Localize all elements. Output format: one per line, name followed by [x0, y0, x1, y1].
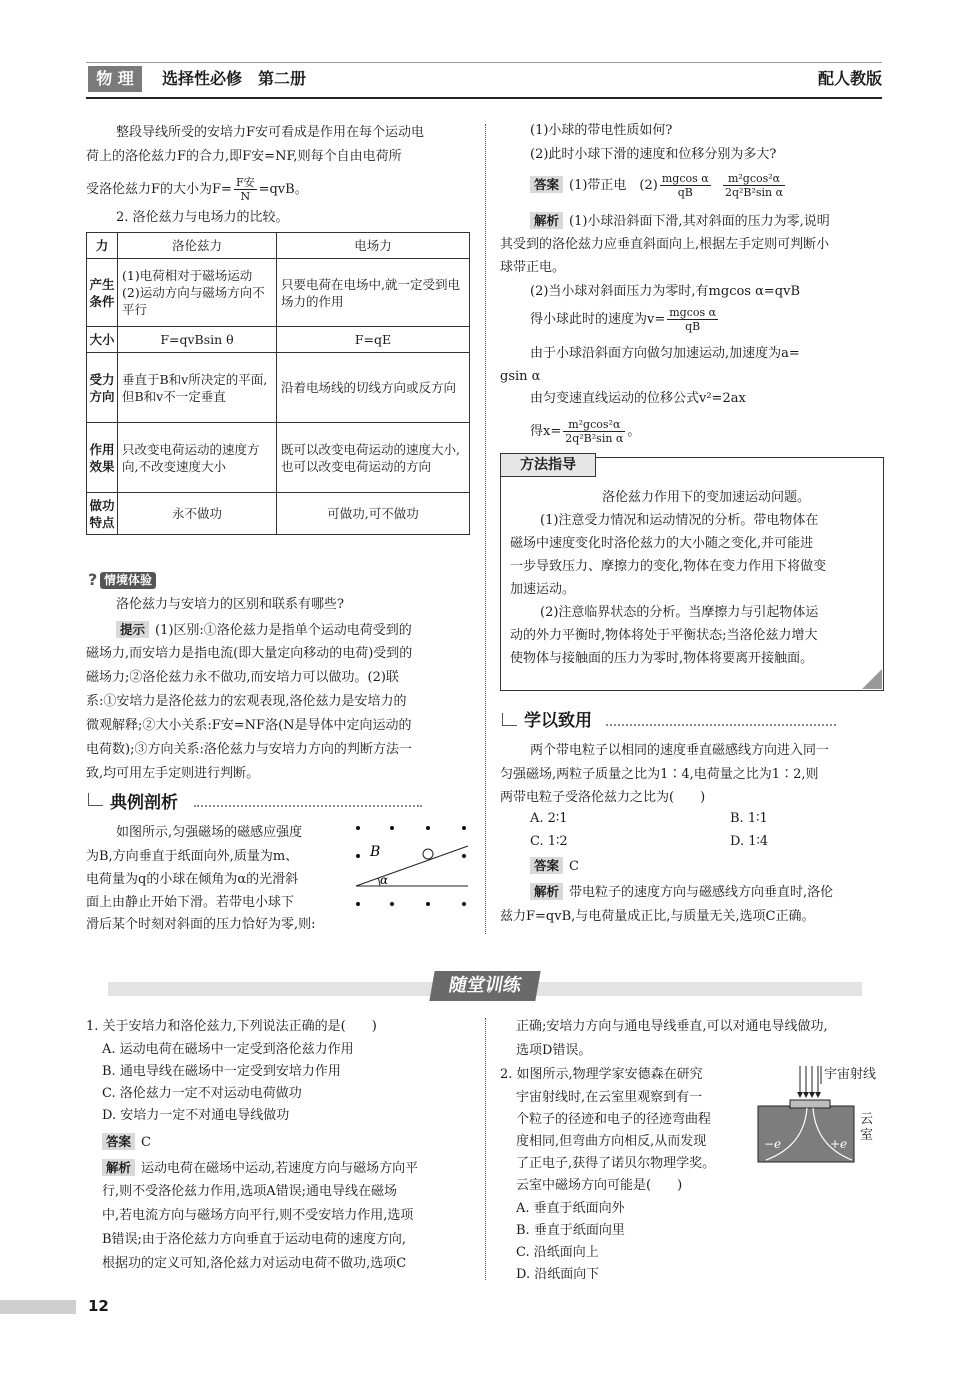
- analysis-line-3: 球带正电。: [500, 260, 566, 275]
- analysis-text-8: 得x=: [530, 424, 562, 439]
- incline-figure: [350, 820, 476, 912]
- rays-label: 宇宙射线: [824, 1067, 877, 1082]
- method-line-8: 使物体与接触面的压力为零时,物体将要离开接触面。: [510, 651, 814, 666]
- answer-frac-1: [660, 172, 711, 199]
- row-label-magnitude: 大小: [87, 327, 118, 353]
- example-line-3: 电荷量为q的小球在倾角为α的光滑斜: [86, 872, 299, 887]
- table-header-force: 力: [87, 233, 118, 259]
- lead-plate: [790, 1100, 830, 1108]
- practice-banner: 随堂训练: [429, 971, 540, 1001]
- velocity-frac: [667, 306, 718, 333]
- book-title: 选择性必修 第二册: [162, 69, 307, 88]
- hint-line-1: [116, 621, 412, 640]
- q1-answer-value: C: [141, 1135, 151, 1150]
- field-label-B: B: [370, 844, 381, 860]
- q1-stem: 1. 关于安培力和洛伦兹力,下列说法正确的是( ): [86, 1019, 377, 1034]
- q1-answer-line: [102, 1133, 151, 1152]
- hint-tag: 提示: [116, 621, 149, 638]
- apply-answer-tag: 答案: [530, 857, 563, 874]
- q1-answer-tag: 答案: [102, 1133, 135, 1150]
- ans1-num: mgcos α: [661, 172, 709, 185]
- column-divider-2: [485, 1018, 486, 1280]
- analysis-line-5: [530, 306, 720, 333]
- q2-stem-4: 度相同,但弯曲方向相反,从而发现: [516, 1134, 707, 1149]
- disp-den: 2q²B²sin α: [565, 432, 624, 445]
- apply-option-d: D. 1∶4: [730, 834, 769, 849]
- analysis-text-4: 得小球此时的速度为v=: [530, 312, 666, 327]
- example-line-4: 面上由静止开始下滑。若带电小球下: [86, 895, 295, 910]
- hint-line-4: 系:①安培力是洛伦兹力的宏观表现,洛伦兹力是安培力的: [86, 694, 407, 709]
- method-line-4: 一步导致压力、摩擦力的变化,物体在变力作用下将做变: [510, 559, 827, 574]
- q1-option-b: B. 通电导线在磁场中一定受到安培力作用: [102, 1064, 341, 1079]
- apply-section-icon: [502, 713, 517, 726]
- cell-electric-work: 可做功,可不做功: [277, 493, 470, 535]
- example-section-icon: [88, 793, 103, 806]
- hint-line-7: 致,均可用左手定则进行判断。: [86, 766, 260, 781]
- example-line-2: 为B,方向垂直于纸面向外,质量为m、: [86, 849, 299, 864]
- intro-line-3: [86, 176, 308, 203]
- ans1-den: qB: [677, 186, 693, 199]
- row-label-work: 做功特点: [87, 493, 118, 535]
- q2-stem-3: 个粒子的径迹和电子的径迹弯曲程: [516, 1112, 712, 1127]
- answer-tag: 答案: [530, 176, 563, 193]
- q1-option-d: D. 安培力一定不对通电导线做功: [102, 1108, 290, 1123]
- analysis-line-6: 由于小球沿斜面方向做匀加速运动,加速度为a=: [530, 346, 800, 361]
- table-header-lorentz: 洛伦兹力: [118, 233, 277, 259]
- row-label-effect: 作用效果: [87, 423, 118, 493]
- method-line-1: 洛伦兹力作用下的变加速运动问题。: [602, 490, 811, 505]
- scenario-badge: 情境体验: [100, 572, 156, 589]
- answer-text: (1)带正电 (2): [569, 178, 658, 193]
- hint-text-0: (1)区别:①洛伦兹力是指单个运动电荷受到的: [155, 623, 412, 638]
- cell-lorentz-magnitude: F=qvBsin θ: [118, 327, 277, 353]
- cell-lorentz-direction: 垂直于B和v所决定的平面,但B和v不一定垂直: [118, 353, 277, 423]
- hint-line-2: 磁场力,而安培力是指电流(即大量定向移动的电荷)受到的: [86, 646, 413, 661]
- ans2-num: m²gcos²α: [723, 172, 785, 186]
- q2-option-c: C. 沿纸面向上: [516, 1245, 599, 1260]
- example-line-1: 如图所示,匀强磁场的磁感应强度: [116, 825, 303, 840]
- intro-line-1: 整段导线所受的安培力F安可看成是作用在每个运动电: [116, 125, 425, 140]
- apply-analysis-line-1: [530, 883, 833, 902]
- cell-electric-effect: 既可以改变电荷运动的速度大小,也可以改变电荷运动的方向: [277, 423, 470, 493]
- analysis-line-4: (2)当小球对斜面压力为零时,有mgcos α=qvB: [530, 284, 800, 299]
- table-header-electric: 电场力: [277, 233, 470, 259]
- row-label-condition: 产生条件: [87, 259, 118, 327]
- intro-line-2: 荷上的洛伦兹力F的合力,即F安=NF,则每个自由电荷所: [86, 149, 402, 164]
- q1-analysis-cont-2: 选项D错误。: [516, 1043, 592, 1058]
- vel-num: mgcos α: [669, 306, 717, 319]
- q2-option-b: B. 垂直于纸面向里: [516, 1223, 625, 1238]
- method-line-3: 磁场中速度变化时洛伦兹力的大小随之变化,并可能进: [510, 536, 814, 551]
- analysis-text-0: (1)小球沿斜面下滑,其对斜面的压力为零,说明: [569, 214, 830, 229]
- question-1: (1)小球的带电性质如何?: [530, 123, 673, 138]
- practice-rule-right: [536, 982, 862, 996]
- compare-title: 2. 洛伦兹力与电场力的比较。: [116, 210, 289, 225]
- footer-bar: [0, 1300, 76, 1314]
- analysis-line-8: 由匀变速直线运动的位移公式v²=2ax: [530, 391, 746, 406]
- cell-electric-direction: 沿着电场线的切线方向或反方向: [277, 353, 470, 423]
- answer-frac-2: [723, 172, 785, 199]
- comparison-table: [86, 232, 470, 535]
- apply-title: 学以致用: [524, 711, 592, 731]
- page-number: 12: [88, 1297, 109, 1315]
- apply-option-b: B. 1∶1: [730, 811, 768, 826]
- ray-arrows: [800, 1066, 818, 1096]
- q1-analysis-cont-1: 正确;安培力方向与通电导线垂直,可以对通电导线做功,: [516, 1019, 828, 1034]
- example-line-5: 滑后某个时刻对斜面的压力恰好为零,则:: [86, 917, 316, 932]
- method-corner: [862, 669, 882, 689]
- apply-option-a: A. 2∶1: [530, 811, 568, 826]
- q2-stem-2: 宇宙射线时,在云室里观察到有一: [516, 1090, 703, 1105]
- row-label-direction: 受力方向: [87, 353, 118, 423]
- positron-label: +e: [830, 1137, 848, 1151]
- apply-answer-line: [530, 857, 579, 876]
- cell-electric-condition: 只要电荷在电场中,就一定受到电场力的作用: [277, 259, 470, 327]
- apply-line-2: 匀强磁场,两粒子质量之比为1∶4,电荷量之比为1∶2,则: [500, 767, 819, 782]
- ans2-den: 2q²B²sin α: [724, 186, 784, 199]
- hint-line-5: 微观解释;②大小关系:F安=NF洛(N是导体中定向运动的: [86, 718, 412, 733]
- method-line-6: (2)注意临界状态的分析。当摩擦力与引起物体运: [540, 605, 819, 620]
- apply-analysis-line-2: 兹力F=qvB,与电荷量成正比,与质量无关,选项C正确。: [500, 909, 815, 924]
- apply-answer-value: C: [569, 859, 579, 874]
- practice-rule-left: [108, 982, 434, 996]
- apply-analysis-text-0: 带电粒子的速度方向与磁感线方向垂直时,洛伦: [569, 885, 834, 900]
- example-title-rule: [194, 805, 422, 807]
- disp-num: m²gcos²α: [563, 418, 625, 432]
- q1-analysis-line-4: B错误;由于洛伦兹力方向垂直于运动电荷的速度方向,: [102, 1232, 407, 1247]
- angle-label: α: [380, 873, 389, 887]
- question-mark-icon: ?: [88, 570, 98, 589]
- method-line-5: 加速运动。: [510, 582, 576, 597]
- intro-text-a: 受洛伦兹力F的大小为F=: [86, 182, 232, 197]
- q1-analysis-line-3: 中,若电流方向与磁场方向平行,则不受安培力作用,选项: [102, 1208, 414, 1223]
- cell-lorentz-condition: (1)电荷相对于磁场运动 (2)运动方向与磁场方向不平行: [118, 259, 277, 327]
- frac-num: F安: [235, 176, 255, 189]
- apply-line-1: 两个带电粒子以相同的速度垂直磁感线方向进入同一: [530, 743, 830, 758]
- analysis-line-9: 得x= $\frac{\text{m²gcos²α}}{\text{2q²B²sin α}}$ 。: [530, 418, 641, 445]
- q2-stem-6: 云室中磁场方向可能是( ): [516, 1178, 683, 1193]
- answer-line: [530, 172, 787, 199]
- subject-label: 物 理: [88, 66, 142, 92]
- cell-electric-magnitude: F=qE: [277, 327, 470, 353]
- question-2: (2)此时小球下滑的速度和位移分别为多大?: [530, 147, 777, 162]
- method-title: 方法指导: [500, 453, 596, 477]
- column-divider: [485, 124, 486, 934]
- q1-analysis-line-2: 行,则不受洛伦兹力作用,选项A错误;通电导线在磁场: [102, 1184, 398, 1199]
- analysis-line-1: [530, 212, 830, 231]
- q1-analysis-line-5: 根据功的定义可知,洛伦兹力对运动电荷不做功,选项C: [102, 1256, 407, 1271]
- apply-title-rule: [606, 724, 836, 726]
- analysis-tag: 解析: [530, 212, 563, 229]
- cell-lorentz-work: 永不做功: [118, 493, 277, 535]
- intro-text-b: =qvB。: [258, 182, 308, 197]
- analysis-line-7: gsin α: [500, 369, 541, 384]
- scenario-question: 洛伦兹力与安培力的区别和联系有哪些?: [116, 597, 344, 612]
- q1-option-c: C. 洛伦兹力一定不对运动电荷做功: [102, 1086, 302, 1101]
- q2-stem-5: 了正电子,获得了诺贝尔物理学奖。: [516, 1156, 716, 1171]
- method-line-2: (1)注意受力情况和运动情况的分析。带电物体在: [540, 513, 819, 528]
- apply-analysis-tag: 解析: [530, 883, 563, 900]
- hint-line-6: 电荷数);③方向关系:洛伦兹力与安培力方向的判断方法一: [86, 742, 412, 757]
- q2-option-d: D. 沿纸面向下: [516, 1267, 600, 1282]
- cell-lorentz-effect: 只改变电荷运动的速度方向,不改变速度大小: [118, 423, 277, 493]
- q1-analysis-tag: 解析: [102, 1159, 135, 1176]
- chamber-label: 云室: [860, 1112, 874, 1143]
- electron-label: −e: [764, 1137, 782, 1151]
- apply-line-3: 两带电粒子受洛伦兹力之比为( ): [500, 790, 706, 805]
- method-line-7: 动的外力平衡时,物体将处于平衡状态;当洛伦兹力增大: [510, 628, 818, 643]
- q1-analysis-text-0: 运动电荷在磁场中运动,若速度方向与磁场方向平: [141, 1161, 419, 1176]
- vel-den: qB: [685, 320, 701, 333]
- q2-stem-1: 2. 如图所示,物理学家安德森在研究: [500, 1067, 703, 1082]
- example-title: 典例剖析: [110, 793, 178, 813]
- q2-option-a: A. 垂直于纸面向外: [516, 1201, 625, 1216]
- q1-option-a: A. 运动电荷在磁场中一定受到洛伦兹力作用: [102, 1042, 354, 1057]
- apply-option-c: C. 1∶2: [530, 834, 568, 849]
- hint-line-3: 磁场力;②洛伦兹力永不做功,而安培力可以做功。(2)联: [86, 670, 399, 685]
- displacement-frac: [563, 418, 625, 445]
- edition-label: 配人教版: [817, 69, 882, 88]
- analysis-line-2: 其受到的洛伦兹力应垂直斜面向上,根据左手定则可判断小: [500, 237, 830, 252]
- frac-den: N: [240, 190, 251, 203]
- q1-analysis-line-1: [102, 1159, 418, 1178]
- intro-fraction: [234, 176, 257, 203]
